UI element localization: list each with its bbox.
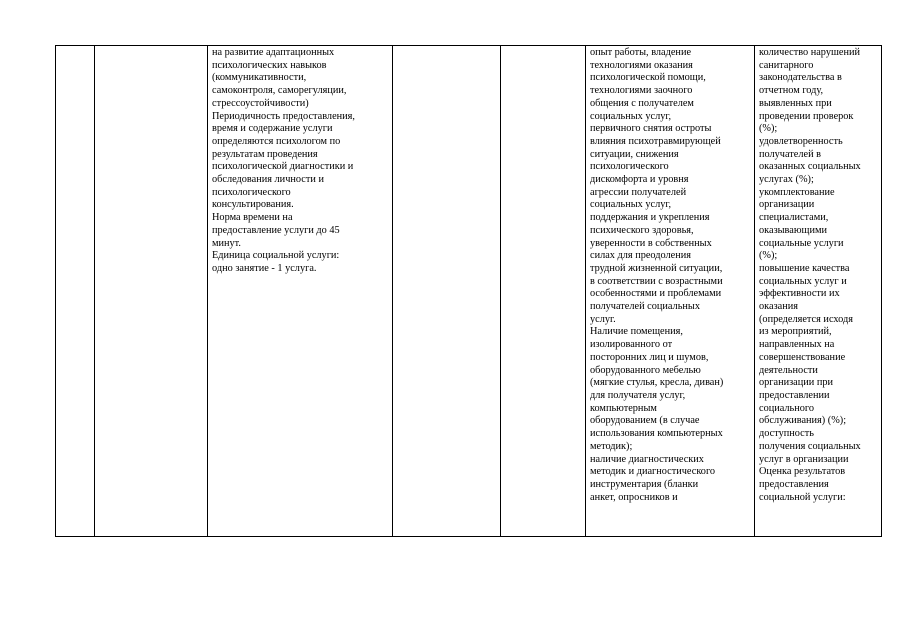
cell-service-description: на развитие адаптационных психологических навыков (коммуникативности, самоконтроля, саморегуляции, стрессоустойчивости) Периодичность предоставления, время и содержание услуги определяются психологом по результатам проведения психологической диагностики и обследования личности и психологического консультирования. Норма времени на предоставление услуги до 45 минут. Единица социальной услуги: одно занятие - 1 услуга. xyxy=(208,46,393,537)
cell-service-name xyxy=(95,46,208,537)
cell-evaluation-indicators: количество нарушений санитарного законодательства в отчетном году, выявленных при проведении проверок (%); удовлетворенность получателей в оказанных социальных услугах (%); укомплектование организации специалистами, оказывающими социальные услуги (%); повышение качества социальных услуг и эффективности их оказания (определяется исходя из мероприятий, направленных на совершенствование деятельности организации при предоставлении социального обслуживания) (%); доступность получения социальных услуг в организации Оценка результатов предоставления социальной услуги: xyxy=(755,46,882,537)
cell-tariff xyxy=(501,46,586,537)
cell-delivery-period xyxy=(393,46,501,537)
services-table xyxy=(55,45,882,537)
table-row xyxy=(56,46,882,537)
cell-quality-indicators: опыт работы, владение технологиями оказания психологической помощи, технологиями заочного общения с получателем социальных услуг, первичного снятия остроты влияния психотравмирующей ситуации, снижения психологического дискомфорта и уровня агрессии получателей социальных услуг, поддержания и укрепления психического здоровья, уверенности в собственных силах для преодоления трудной жизненной ситуации, в соответствии с возрастными особенностями и проблемами получателей социальных услуг. Наличие помещения, изолированного от посторонних лиц и шумов, оборудованного мебелью (мягкие стулья, кресла, диван) для получателя услуг, компьютерным оборудованием (в случае использования компьютерных методик); наличие диагностических методик и диагностического инструментария (бланки анкет, опросников и xyxy=(586,46,755,537)
cell-number xyxy=(56,46,95,537)
